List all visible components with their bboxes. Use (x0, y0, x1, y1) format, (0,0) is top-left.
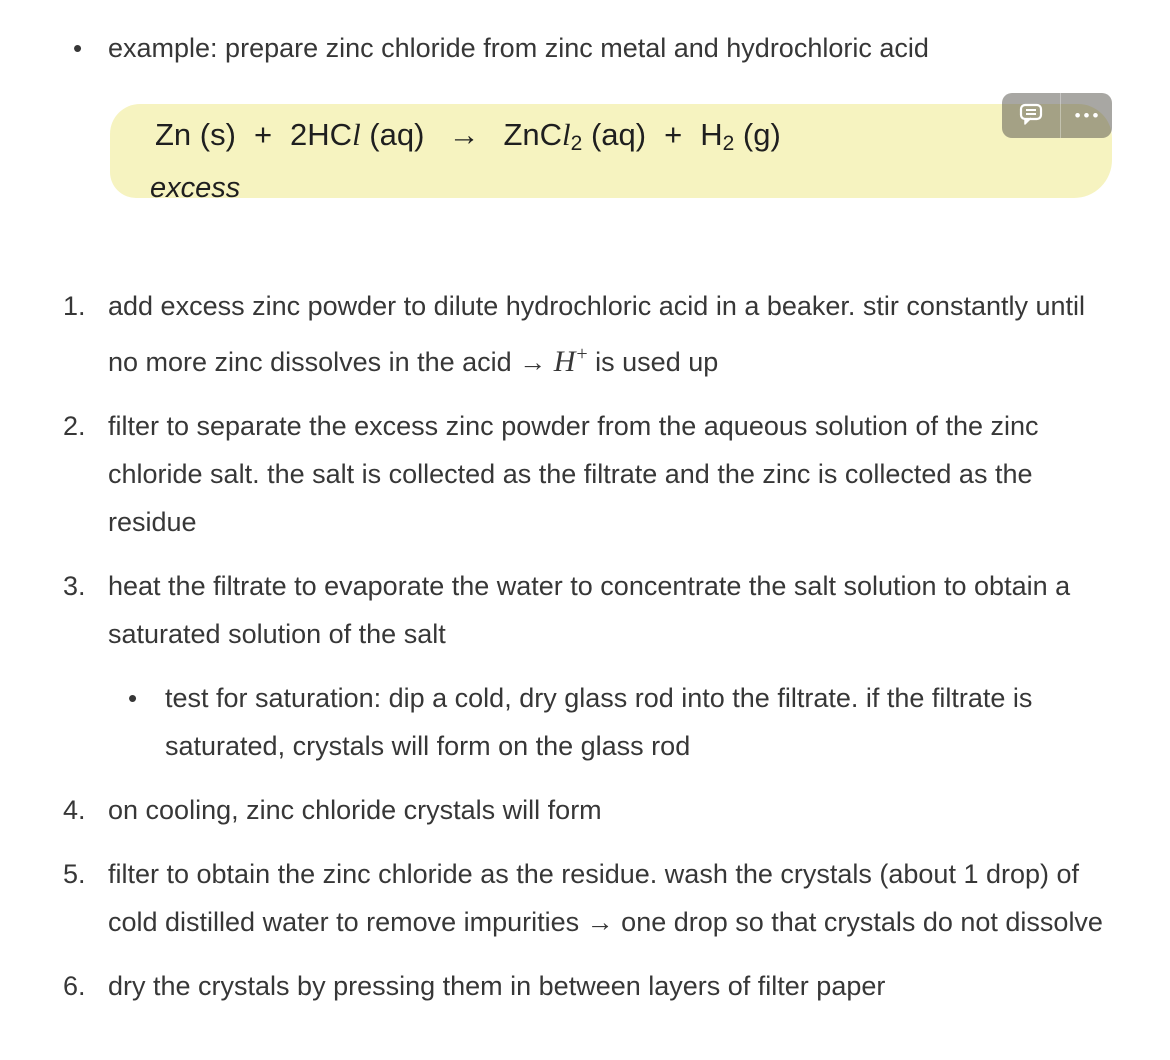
ellipsis-icon: ••• (1074, 106, 1102, 125)
step-number: 5. (63, 859, 86, 889)
sub-bullet-item (108, 674, 1120, 770)
step-text: dry the crystals by pressing them in between layers of filter paper (108, 971, 886, 1001)
bullet-icon: • (73, 33, 83, 63)
step-number: 6. (63, 971, 86, 1001)
step-number: 3. (63, 571, 86, 601)
step-item-5 (63, 850, 1120, 946)
step-item-3 (63, 562, 1120, 770)
h-plus-math: H+ (553, 343, 588, 378)
step-item-1 (63, 282, 1120, 386)
intro-bullet-text: example: prepare zinc chloride from zinc metal and hydrochloric acid (108, 33, 929, 63)
sub-bullet-text: test for saturation: dip a cold, dry glass rod into the filtrate. if the filtrate is saturated, crystals will form on the glass rod (165, 683, 1033, 761)
plus-sign: + (664, 117, 683, 152)
reactant-hcl: 2HCl (aq) (290, 117, 425, 152)
comment-icon (1017, 100, 1045, 131)
step-text: filter to obtain the zinc chloride as the residue. wash the crystals (about 1 drop) of cold distilled water to remove impurities → one drop so that crystals do not dissolve (108, 859, 1103, 937)
equation-image-block[interactable] (110, 104, 1112, 204)
step-item-4 (63, 786, 1120, 834)
step-number: 4. (63, 795, 86, 825)
chemical-equation (110, 104, 1112, 170)
step-number: 2. (63, 411, 86, 441)
step-text: add excess zinc powder to dilute hydrochloric acid in a beaker. stir constantly until no more zinc dissolves in the acid → H+ is used up (108, 291, 1086, 378)
step-item-6 (63, 962, 1120, 1010)
more-options-button[interactable] (1060, 93, 1112, 138)
excess-annotation: excess (150, 172, 241, 204)
step-item-2 (63, 402, 1120, 546)
step-text: filter to separate the excess zinc powder from the aqueous solution of the zinc chloride salt. the salt is collected as the filtrate and the zinc is collected as the residue (108, 411, 1039, 537)
step-text: on cooling, zinc chloride crystals will form (108, 795, 602, 825)
step-text: heat the filtrate to evaporate the water to concentrate the salt solution to obtain a saturated solution of the salt (108, 571, 1071, 649)
step-3-sub-list (108, 674, 1120, 770)
plus-sign: + (253, 117, 273, 152)
step-number: 1. (63, 291, 86, 321)
procedure-steps-list (63, 282, 1120, 1010)
bullet-icon: • (128, 683, 138, 713)
product-zncl2: ZnCl2 (aq) (503, 117, 647, 155)
comment-button[interactable] (1002, 93, 1060, 138)
reaction-arrow: → (448, 117, 480, 152)
reactant-zn: Zn (s) (155, 117, 236, 152)
image-hover-toolbar (1002, 93, 1112, 138)
product-h2: H2 (g) (700, 117, 781, 155)
intro-bullet-item (63, 24, 1120, 72)
